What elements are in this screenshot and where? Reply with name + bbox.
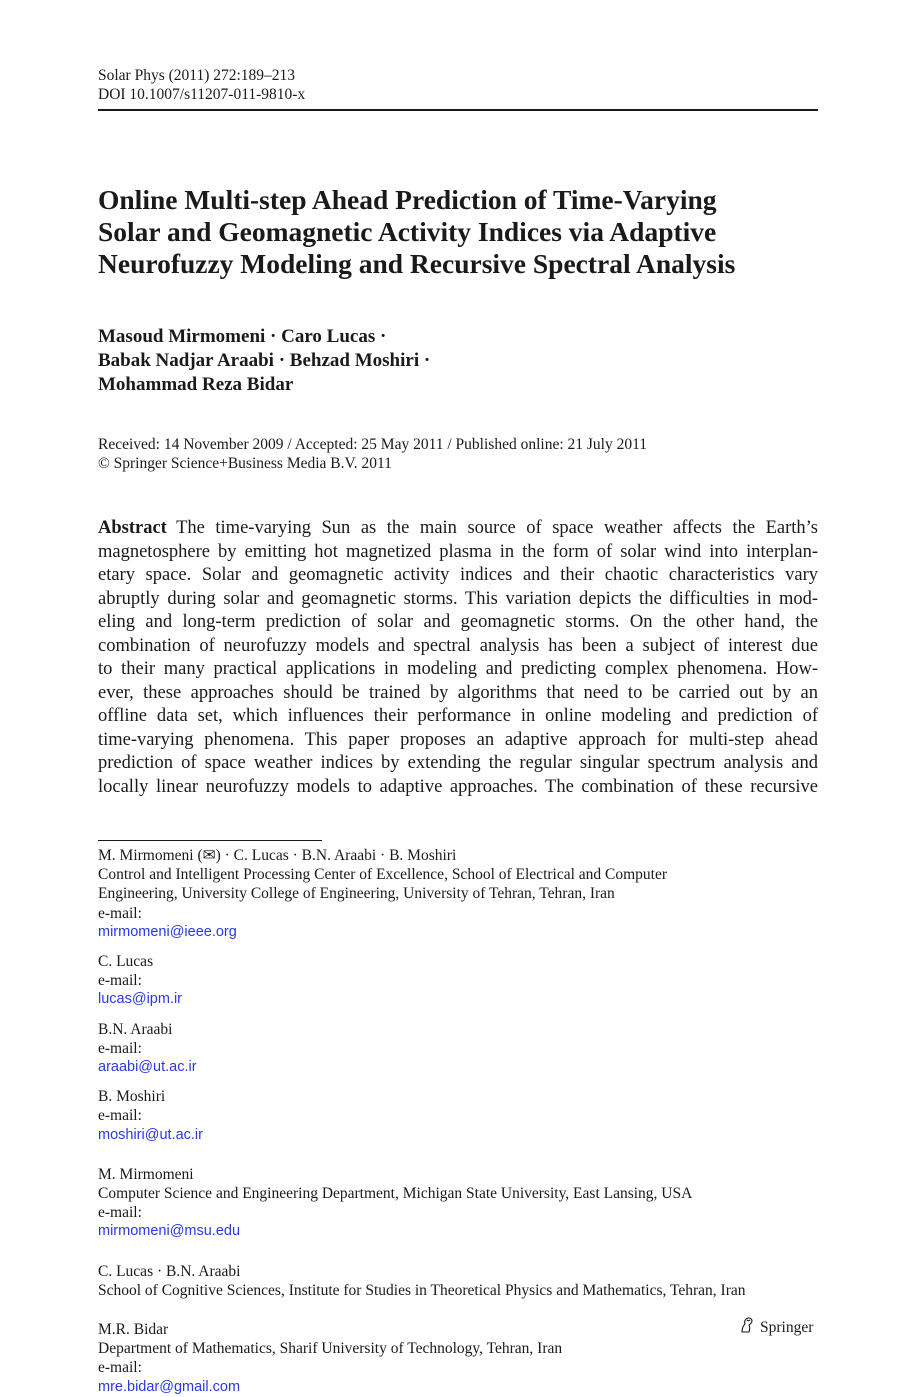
abstract-line: abruptly during solar and geomagnetic storms. This variation depicts the difficulties in mod- [98, 588, 818, 609]
abstract-line: prediction of space weather indices by extending the regular singular spectrum analysis and [98, 753, 818, 773]
email-link[interactable]: araabi@ut.ac.ir [98, 1059, 197, 1076]
abstract [98, 517, 818, 799]
email-row [98, 1203, 818, 1241]
springer-horse-icon [738, 1316, 756, 1340]
affiliation-names: C. Lucas [98, 953, 154, 971]
email-link[interactable]: mirmomeni@msu.edu [98, 1223, 241, 1240]
email-label: e-mail: [98, 1204, 142, 1222]
affiliation-institution: Engineering, University College of Engineering, University of Tehran, Tehran, Iran [98, 885, 615, 903]
email-label: e-mail: [98, 972, 142, 990]
abstract-line: eling and long-term prediction of solar and geomagnetic storms. On the other hand, the [98, 612, 818, 632]
publisher-name: Springer [760, 1319, 814, 1336]
affiliation-institution: School of Cognitive Sciences, Institute for Studies in Theoretical Physics and Mathematics, Tehran, Iran [98, 1281, 746, 1299]
paper-title [98, 184, 818, 280]
abstract-label: Abstract [98, 518, 167, 538]
email-row [98, 1106, 818, 1144]
affiliations [98, 846, 818, 1397]
email-link[interactable]: moshiri@ut.ac.ir [98, 1126, 203, 1143]
email-link[interactable]: mirmomeni@ieee.org [98, 923, 237, 940]
email-row [98, 1039, 818, 1077]
abstract-line: etary space. Solar and geomagnetic activity indices and their chaotic characteristics vary [98, 565, 818, 585]
author-line: Masoud Mirmomeni · Caro Lucas · [98, 326, 387, 347]
journal-citation: Solar Phys (2011) 272:189–213 [98, 67, 296, 84]
abstract-line [98, 517, 818, 541]
title-line: Online Multi-step Ahead Prediction of Time-Varying [98, 184, 717, 215]
email-row [98, 971, 818, 1009]
affiliation-block [98, 1165, 818, 1242]
author-list [98, 325, 818, 397]
abstract-line: time-varying phenomena. This paper proposes an adaptive approach for multi-step ahead [98, 729, 818, 750]
publication-history [98, 435, 818, 473]
title-line: Solar and Geomagnetic Activity Indices via Adaptive [98, 216, 717, 247]
email-link[interactable]: lucas@ipm.ir [98, 991, 183, 1008]
abstract-first-line: The time-varying Sun as the main source of space weather affects the Earth’s [176, 518, 818, 538]
author-line: Mohammad Reza Bidar [98, 374, 294, 395]
affiliation-names: M.R. Bidar [98, 1321, 169, 1339]
affiliation-block [98, 1262, 818, 1300]
affiliation-block [98, 846, 818, 942]
doi: DOI 10.1007/s11207-011-9810-x [98, 86, 306, 103]
footnote-rule [98, 840, 322, 841]
journal-header [98, 66, 818, 104]
affiliation-block [98, 1320, 818, 1397]
email-link[interactable]: mre.bidar@gmail.com [98, 1378, 241, 1395]
email-label: e-mail: [98, 1039, 142, 1057]
affiliation-names: B. Moshiri [98, 1088, 166, 1106]
affiliation-block [98, 1087, 818, 1145]
received-accepted-published: Received: 14 November 2009 / Accepted: 25 May 2011 / Published online: 21 July 2011 [98, 436, 648, 453]
abstract-line: offline data set, which influences their performance in online modeling and prediction of [98, 706, 818, 726]
abstract-line: locally linear neurofuzzy models to adaptive approaches. The combination of these recursive [98, 776, 818, 797]
email-row [98, 1358, 818, 1396]
email-label: e-mail: [98, 1107, 142, 1125]
affiliation-names: B.N. Araabi [98, 1020, 173, 1038]
abstract-line: to their many practical applications in modeling and predicting complex phenomena. How- [98, 659, 818, 679]
abstract-line: combination of neurofuzzy models and spectral analysis has been a subject of interest due [98, 635, 818, 656]
affiliation-block [98, 952, 818, 1010]
springer-logo [738, 1316, 813, 1340]
header-rule [98, 109, 818, 111]
affiliation-institution: Control and Intelligent Processing Center of Excellence, School of Electrical and Computer [98, 866, 668, 884]
email-label: e-mail: [98, 1359, 142, 1377]
abstract-line: magnetosphere by emitting hot magnetized plasma in the form of solar wind into interplan- [98, 541, 818, 562]
email-row [98, 904, 818, 942]
affiliation-names: M. Mirmomeni [98, 1165, 194, 1183]
author-line: Babak Nadjar Araabi · Behzad Moshiri · [98, 350, 431, 371]
affiliation-institution: Computer Science and Engineering Department, Michigan State University, East Lansing, USA [98, 1185, 693, 1203]
abstract-line: ever, these approaches should be trained by algorithms that need to be carried out by an [98, 682, 818, 703]
email-label: e-mail: [98, 904, 142, 922]
affiliation-names: C. Lucas · B.N. Araabi [98, 1262, 241, 1280]
copyright: © Springer Science+Business Media B.V. 2011 [98, 455, 392, 472]
affiliation-block [98, 1020, 818, 1078]
affiliation-institution: Department of Mathematics, Sharif University of Technology, Tehran, Iran [98, 1340, 563, 1358]
affiliation-names: M. Mirmomeni (✉) · C. Lucas · B.N. Araabi · B. Moshiri [98, 847, 457, 864]
title-line: Neurofuzzy Modeling and Recursive Spectral Analysis [98, 248, 736, 279]
